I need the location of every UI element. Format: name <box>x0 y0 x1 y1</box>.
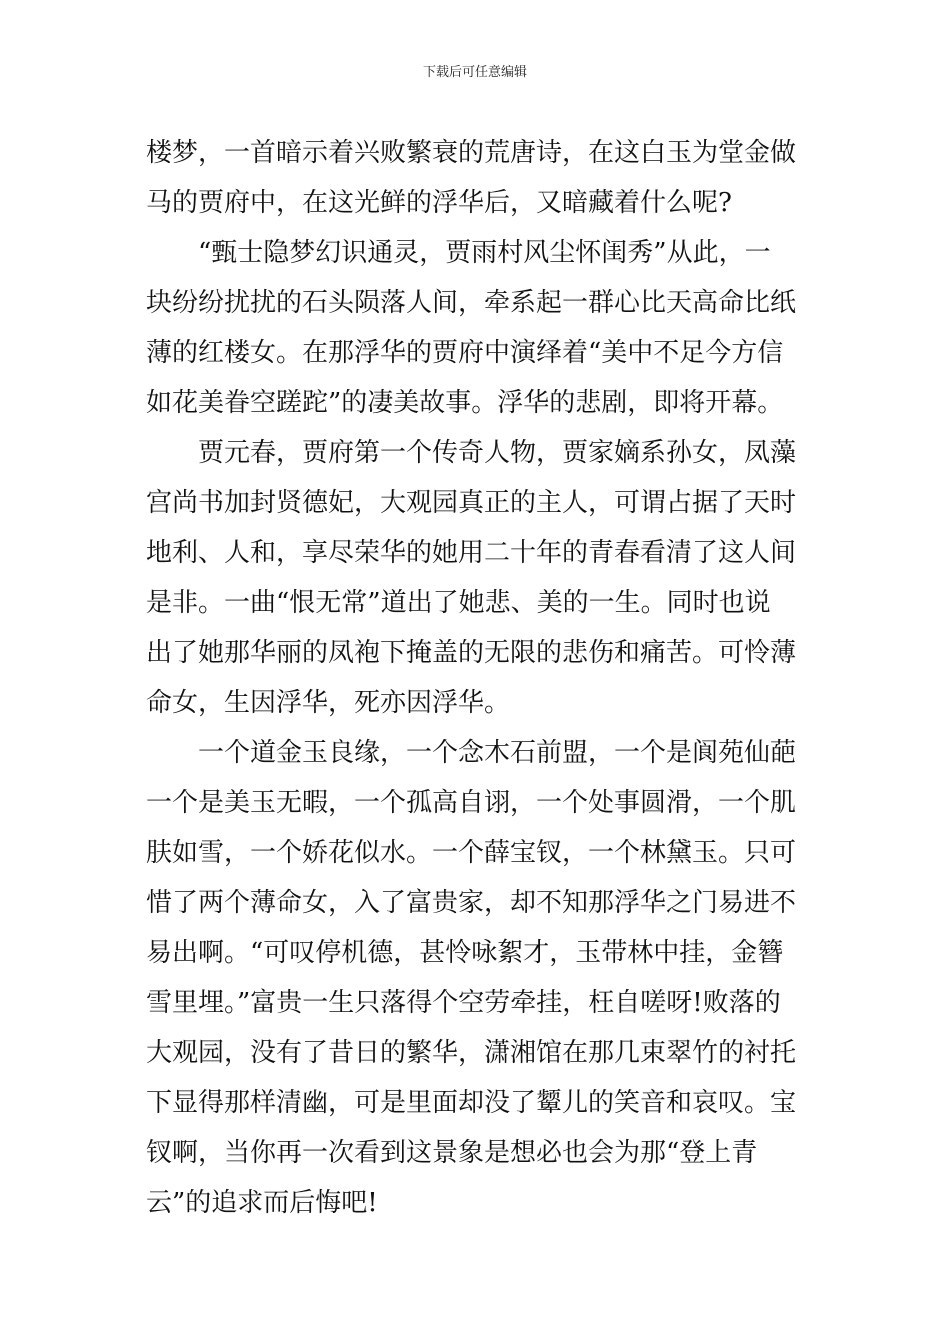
text-line: 一个道金玉良缘，一个念木石前盟，一个是阆苑仙葩 <box>146 738 797 768</box>
text-line: 马的贾府中，在这光鲜的浮华后，又暗藏着什么呢? <box>146 188 732 218</box>
text-line: 大观园，没有了昔日的繁华，潇湘馆在那几束翠竹的衬托 <box>146 1038 797 1068</box>
text-line: 钗啊，当你再一次看到这景象是想必也会为那“登上青 <box>146 1138 758 1168</box>
text-line: 惜了两个薄命女，入了富贵家，却不知那浮华之门易进不 <box>146 888 797 918</box>
text-line: 出了她那华丽的凤袍下掩盖的无限的悲伤和痛苦。可怜薄 <box>146 638 797 668</box>
text-line: 一个是美玉无暇，一个孤高自诩，一个处事圆滑，一个肌 <box>146 788 797 818</box>
text-line: 薄的红楼女。在那浮华的贾府中演绎着“美中不足今方信 <box>146 338 784 368</box>
text-line: 楼梦，一首暗示着兴败繁衰的荒唐诗，在这白玉为堂金做 <box>146 138 797 168</box>
document-body <box>146 128 814 1228</box>
text-line: 块纷纷扰扰的石头陨落人间，牵系起一群心比天高命比纸 <box>146 288 797 318</box>
text-line: 地利、人和，享尽荣华的她用二十年的青春看清了这人间 <box>146 538 797 568</box>
text-line: 云”的追求而后悔吧! <box>146 1188 378 1218</box>
text-line: 雪里埋。”富贵一生只落得个空劳牵挂，枉自嗟呀!败落的 <box>146 988 781 1018</box>
text-line: 如花美眷空蹉跎”的凄美故事。浮华的悲剧，即将开幕。 <box>146 388 784 418</box>
text-line: 命女，生因浮华，死亦因浮华。 <box>146 688 511 718</box>
text-line: 肤如雪，一个娇花似水。一个薛宝钗，一个林黛玉。只可 <box>146 838 797 868</box>
page-header: 下载后可任意编辑 <box>422 65 527 80</box>
text-line: 贾元春，贾府第一个传奇人物，贾家嫡系孙女，凤藻 <box>146 438 797 468</box>
text-line: “甄士隐梦幻识通灵，贾雨村风尘怀闺秀”从此，一 <box>146 238 771 268</box>
text-line: 易出啊。“可叹停机德，甚怜咏絮才，玉带林中挂，金簪 <box>146 938 784 968</box>
text-line: 是非。一曲“恨无常”道出了她悲、美的一生。同时也说 <box>146 588 771 618</box>
text-line: 下显得那样清幽，可是里面却没了颦儿的笑音和哀叹。宝 <box>146 1088 797 1118</box>
text-line: 宫尚书加封贤德妃，大观园真正的主人，可谓占据了天时 <box>146 488 797 518</box>
